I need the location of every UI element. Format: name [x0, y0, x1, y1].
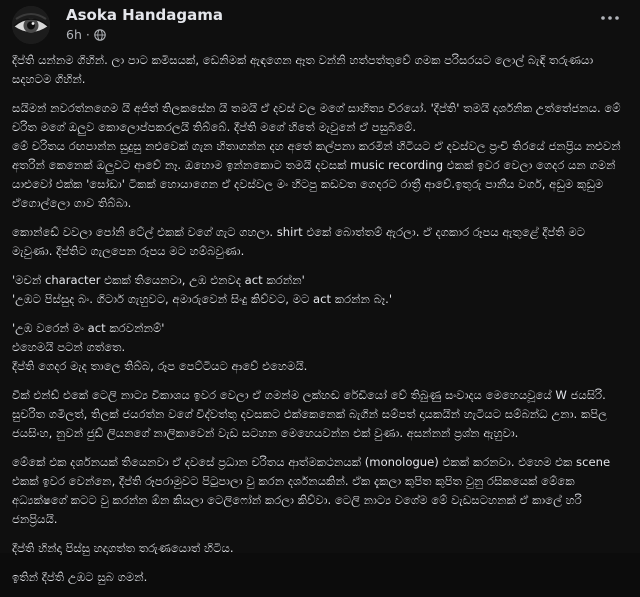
post-paragraph: සයිමන් නවරත්නගෙම යි අජිත් තිලකසේන යි තමයි ඒ දවස් වල මගේ සාහිත්‍ය වීරයෝ. 'දීප්ති' තමයි දාර්ශනික උත්තේජනය. මේ චරිත මගේ ඔලුව කොලොප්පකරලයි තිබ්බේ. දීප්ති මගේ හිතේ මැවුනේ ඒ පසුබිමේ. මේ චරිතය රඟපාන්න සුදුසු නළුවෙක් ගැන හිතාගන්න දහ අතේ කල්පනා කරමින් හිටියට ඒ දවස්වල ප්‍රංචි තිරයේ ජනප්‍රිය නළුවන් අතරින් කෙනෙක් ඔලුවට ආවේ නෑ. ඔහොම ඉන්නකොට තමයි දවසක් music recording එකක් ඉවර වෙලා ගෙදර යන ගමන් යාළුවෝ එක්ක 'සෝඩා' ටිකක් හොයාගෙන ඒ දවස්වල මං හිටපු කඩවත ගෙදරට රාත්‍රී ආවේ.ඉතුරු පානීය වර්ග, අඩුම කුඩුම ඒගොල්ලො ගාව තිබ්බා. — [12, 101, 621, 210]
more-options-button[interactable] — [596, 8, 624, 28]
meta-separator: · — [85, 27, 90, 42]
post-paragraph: මේකේ එක දර්ශනයක් තියෙනවා ඒ දවසේ ප්‍රධාන චරිතය ආත්මකථනයක් (monologue) එකක් කරනවා. එහෙම එක scene එකක් ඉවර වෙන්නෙ, දීප්ති රූපරාමුවට පිටුපාලා වු කරන දර්ශනයකින්. ඒක දැකලා කුපිත කුපිත වුනු රසිකයෙක් මේකෙ අධ්‍යක්ෂගේ කටට වු කරන්න ඕන කියලා ටෙලිෆෝන් කරලා කිව්වා. ටෙලි නාට්‍ය වගේම මේ වැඩසටහනක් ඒ කාලේ හරි ජනප්‍රියයි. — [12, 455, 611, 526]
more-options-icon — [601, 16, 619, 20]
globe-icon[interactable] — [94, 29, 106, 41]
post-paragraph: කොන්ඩේ වවලා පෝනි ටේල් එකක් වගේ ගැට ගහලා. shirt එකේ බොත්තම් ඇරලා. ඒ දගකාර රූපය ඇතුළේ දීප්ති මට මැවුණා. දීප්තිට ගැලපෙන රූපය මට හම්බවුණා. — [12, 225, 586, 258]
post-paragraph: 'උඹ වරෙන් මං act කරවන්නම්' එහෙමයි පටන් ගත්තෙ. දීප්ති ගෙදර මැද තාලෙ තිබ්බ, රූප පෙට්ටියට ආවේ එහෙමයි. — [12, 321, 308, 373]
post-header — [12, 6, 628, 44]
post-paragraph: දීප්ති යන්නම ගිහින්. ලා පාට කමිසයක්, ඩෙනිමක් ඇඳගෙන ඈත වන්නි හත්පත්තුවේ ගමක පරිසරයට ලොල් බැඳි තරුණයා සදහටම ගිහින්. — [12, 53, 594, 86]
post-paragraph: දීප්ති හින්දා පිස්සු හදාගත්ත තරුණයොත් හිටිය. — [12, 541, 234, 555]
post-timestamp[interactable]: 6h — [66, 27, 82, 42]
post-paragraph: 'මචන් character එකක් තියෙනවා, උඹ එනවද act කරන්න' 'උඹට පිස්සුද බං. ගිටාර් ගැහුවට, අමාරුවෙන් සිංදු කිව්වට, මට act කරන්න බෑ.' — [12, 273, 393, 306]
avatar-eye-image — [12, 6, 50, 44]
post-paragraph: ඉතින් දීප්ති උඹට සුබ ගමන්. — [12, 570, 148, 584]
post-meta — [66, 27, 106, 42]
post-paragraph: වීක් එන්ඩ් එකේ ටෙලි නාට්‍ය විකාශය ඉවර වෙලා ඒ ගමන්ම ලක්හඬ රේඩියෝ වේ තිබුණු සංවාදය මෙහෙයවූයේ W ජයසිරි. සුචරිත ගමිලත්, තිලක් ජයරත්න වගේ විද්වත්තු දවසකට එක්කෙනෙක් බැගින් සම්පත් දායකයින් හැටියට සම්බන්ධ උනා. කපිල ජයසිංහ, නුවන් ජුඩ් ලියනගේ නාලිකාවෙන් වැඩ සටහන මෙහෙයවන්න එක් වුණා. අසන්නන් ප්‍රශ්න ඇහුවා. — [12, 388, 607, 440]
post-body — [12, 51, 628, 597]
avatar[interactable] — [12, 6, 50, 44]
author-name[interactable]: Asoka Handagama — [66, 6, 223, 24]
